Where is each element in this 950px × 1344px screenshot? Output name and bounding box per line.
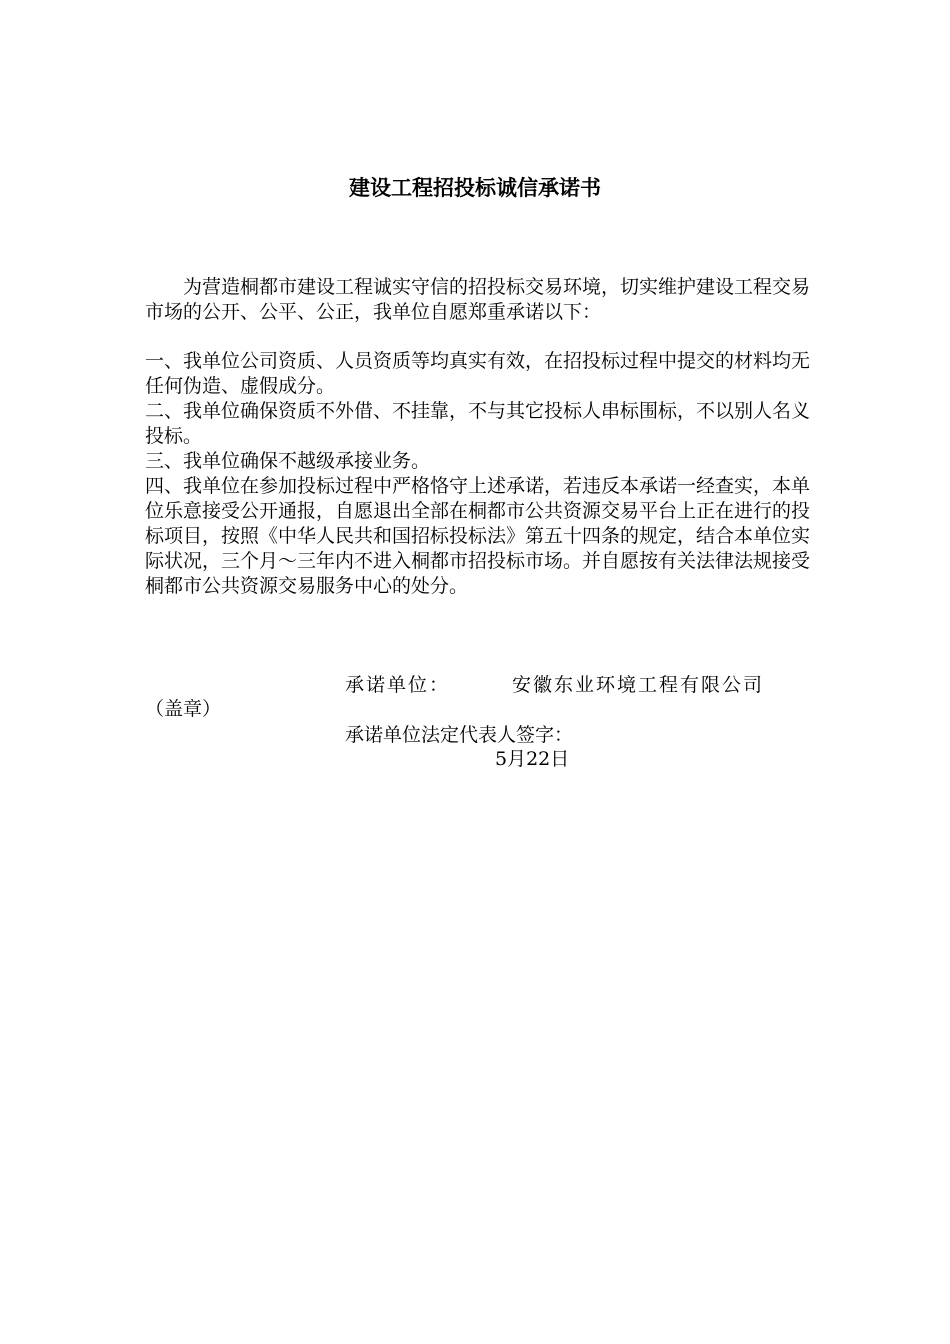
legal-representative-signature-label: 承诺单位法定代表人签字： [345,724,574,746]
signing-unit-label: 承诺单位： [345,674,451,696]
commitment-item-3: 三、我单位确保不越级承接业务。 [145,450,431,472]
document-title: 建设工程招投标诚信承诺书 [349,175,601,200]
seal-note: （盖章） [145,698,222,720]
signing-unit-name: 安徽东业环境工程有限公司 [512,674,765,696]
signing-date: 5月22日 [495,748,570,770]
intro-paragraph: 为营造桐都市建设工程诚实守信的招投标交易环境，切实维护建设工程交易市场的公开、公平、公正，我单位自愿郑重承诺以下： [145,276,811,323]
commitment-item-1: 一、我单位公司资质、人员资质等均真实有效，在招投标过程中提交的材料均无任何伪造、虚假成分。 [145,350,811,397]
commitment-item-2: 二、我单位确保资质不外借、不挂靠，不与其它投标人串标围标，不以别人名义投标。 [145,400,811,447]
commitment-list [145,349,810,599]
commitment-item-4: 四、我单位在参加投标过程中严格恪守上述承诺，若违反本承诺一经查实，本单位乐意接受公开通报，自愿退出全部在桐都市公共资源交易平台上正在进行的投标项目，按照《中华人民共和国招标投标法》第五十四条的规定，结合本单位实际状况，三个月～三年内不进入桐都市招投标市场。并自愿按有关法律法规接受桐都市公共资源交易服务中心的处分。 [145,475,811,597]
